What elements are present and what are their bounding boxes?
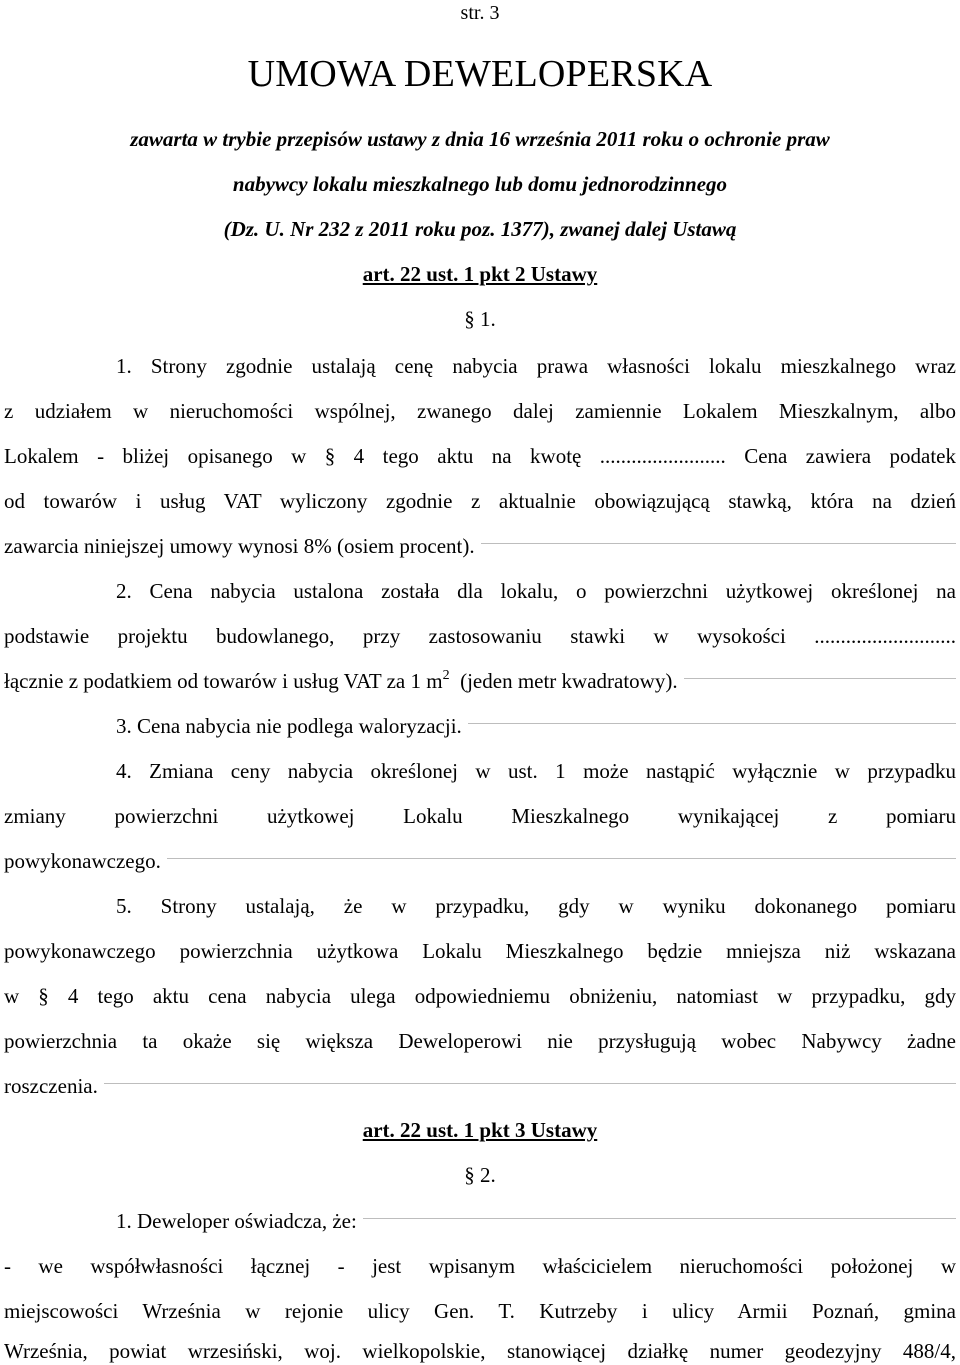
paragraph-line: Lokalem - bliżej opisanego w § 4 tego aktu na kwotę ........................ Cena zawiera podatek	[4, 444, 956, 468]
paragraph-line: 2. Cena nabycia ustalona została dla lokalu, o powierzchni użytkowej określonej na	[116, 579, 956, 603]
paragraph-text: roszczenia.	[4, 1074, 98, 1098]
paragraph-line: podstawie projektu budowlanego, przy zastosowaniu stawki w wysokości ...........................	[4, 624, 956, 648]
paragraph-line: od towarów i usług VAT wyliczony zgodnie z aktualnie obowiązującą stawką, która na dzień	[4, 489, 956, 513]
superscript: 2	[442, 668, 450, 683]
paragraph-text: powykonawczego.	[4, 849, 161, 873]
paragraph-text: 3. Cena nabycia nie podlega waloryzacji.	[116, 714, 462, 738]
fill-line	[468, 723, 956, 724]
fill-line	[684, 678, 956, 679]
paragraph-line	[4, 848, 956, 874]
subtitle-line-2: nabywcy lokalu mieszkalnego lub domu jednorodzinnego	[232, 172, 728, 196]
paragraph-line: 5. Strony ustalają, że w przypadku, gdy w wyniku dokonanego pomiaru	[116, 894, 956, 918]
paragraph-line: - we współwłasności łącznej - jest wpisanym właścicielem nieruchomości położonej w	[4, 1254, 956, 1278]
fill-line	[363, 1218, 956, 1219]
document-title: UMOWA DEWELOPERSKA	[247, 53, 713, 95]
section-heading-1: § 1.	[464, 307, 496, 331]
paragraph-line	[4, 668, 956, 698]
paragraph-line: 4. Zmiana ceny nabycia określonej w ust. 1 może nastąpić wyłącznie w przypadku	[116, 759, 956, 783]
legal-reference-2: art. 22 ust. 1 pkt 3 Ustawy	[362, 1118, 598, 1142]
fill-line	[167, 858, 956, 859]
section-heading-2: § 2.	[464, 1163, 496, 1187]
paragraph-line	[4, 533, 956, 559]
paragraph-text: 1. Deweloper oświadcza, że:	[116, 1209, 357, 1233]
paragraph-line: powierzchnia ta okaże się większa Deweloperowi nie przysługują wobec Nabywcy żadne	[4, 1029, 956, 1053]
paragraph-line: w § 4 tego aktu cena nabycia ulega odpowiedniemu obniżeniu, natomiast w przypadku, gdy	[4, 984, 956, 1008]
fill-line	[104, 1083, 956, 1084]
paragraph-line	[4, 713, 956, 739]
paragraph-line: Września, powiat wrzesiński, woj. wielkopolskie, stanowiącej działkę numer geodezyjny 488/4,	[4, 1339, 956, 1363]
subtitle-line-3: (Dz. U. Nr 232 z 2011 roku poz. 1377), zwanej dalej Ustawą	[223, 217, 737, 241]
page-number: str. 3	[460, 2, 500, 24]
legal-reference-1: art. 22 ust. 1 pkt 2 Ustawy	[362, 262, 598, 286]
paragraph-text: łącznie z podatkiem od towarów i usług VAT za 1 m	[4, 669, 443, 693]
subtitle-line-1: zawarta w trybie przepisów ustawy z dnia 16 września 2011 roku o ochronie praw	[130, 127, 830, 151]
paragraph-line	[4, 1208, 956, 1234]
paragraph-text: (jeden metr kwadratowy).	[460, 669, 678, 693]
paragraph-line	[4, 1073, 956, 1099]
paragraph-line: 1. Strony zgodnie ustalają cenę nabycia prawa własności lokalu mieszkalnego wraz	[116, 354, 956, 378]
paragraph-text: zawarcia niniejszej umowy wynosi 8% (osiem procent).	[4, 534, 475, 558]
fill-line	[481, 543, 956, 544]
paragraph-line: powykonawczego powierzchnia użytkowa Lokalu Mieszkalnego będzie mniejsza niż wskazana	[4, 939, 956, 963]
paragraph-line: zmiany powierzchni użytkowej Lokalu Mieszkalnego wynikającej z pomiaru	[4, 804, 956, 828]
paragraph-line: miejscowości Września w rejonie ulicy Gen. T. Kutrzeby i ulicy Armii Poznań, gmina	[4, 1299, 956, 1323]
paragraph-line: z udziałem w nieruchomości wspólnej, zwanego dalej zamiennie Lokalem Mieszkalnym, albo	[4, 399, 956, 423]
